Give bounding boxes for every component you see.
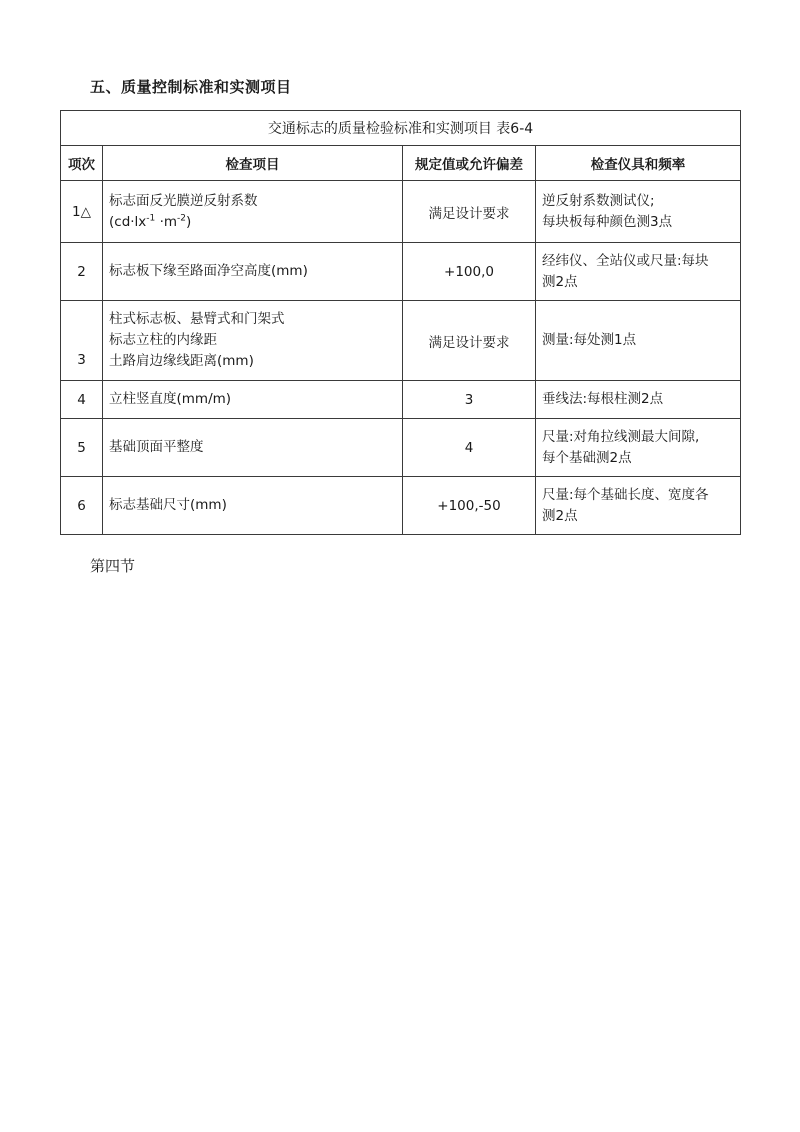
row-tool [536, 301, 741, 381]
item-line: 柱式标志板、悬臂式和门架式 [109, 311, 285, 327]
row-value: 满足设计要求 [403, 301, 536, 381]
row-index: 3 [61, 301, 103, 381]
tool-line: 每个基础测2点 [542, 449, 632, 466]
quality-standard-table [60, 110, 741, 535]
tool-line: 尺量:对角拉线测最大间隙, [542, 428, 700, 445]
row-value: 4 [403, 419, 536, 477]
section-title-next: 第四节 [90, 557, 136, 575]
table-row [61, 301, 741, 381]
row-tool [536, 243, 741, 301]
row-tool [536, 477, 741, 535]
row-value: 3 [403, 381, 536, 419]
item-line: 标志板下缘至路面净空高度(mm) [109, 263, 308, 279]
row-value: +100,-50 [403, 477, 536, 535]
row-tool [536, 181, 741, 243]
row-item [103, 301, 403, 381]
tool-line: 测2点 [542, 507, 578, 524]
row-item [103, 181, 403, 243]
row-item [103, 419, 403, 477]
table-caption-row [61, 111, 741, 146]
table-row [61, 419, 741, 477]
table-row [61, 477, 741, 535]
table-row [61, 243, 741, 301]
row-tool [536, 419, 741, 477]
item-unit-formula: $(cd\cdot lx^{-1} \cdot m^{-2})$ [109, 213, 192, 230]
header-value: 规定值或允许偏差 [403, 146, 536, 181]
tool-line: 尺量:每个基础长度、宽度各 [542, 486, 709, 503]
item-line: 基础顶面平整度 [109, 439, 204, 455]
header-item: 检查项目 [103, 146, 403, 181]
tool-line: 测量:每处测1点 [542, 332, 637, 348]
tool-line: 经纬仪、全站仪或尺量:每块 [542, 252, 709, 269]
row-item [103, 477, 403, 535]
table-header-row [61, 146, 741, 181]
row-index: 6 [61, 477, 103, 535]
row-index: 1△ [61, 181, 103, 243]
tool-line: 每块板每种颜色测3点 [542, 213, 673, 230]
header-tool: 检查仪具和频率 [536, 146, 741, 181]
row-index: 4 [61, 381, 103, 419]
item-line: 标志基础尺寸(mm) [109, 497, 227, 513]
header-index: 项次 [61, 146, 103, 181]
tool-line: 垂线法:每根柱测2点 [542, 391, 664, 407]
section-heading: 五、质量控制标准和实测项目 [90, 78, 292, 96]
table-caption: 交通标志的质量检验标准和实测项目 表6-4 [61, 111, 741, 146]
row-tool [536, 381, 741, 419]
item-line: 土路肩边缘线距离(mm) [109, 353, 254, 369]
row-item [103, 243, 403, 301]
row-value: +100,0 [403, 243, 536, 301]
item-line: 标志面反光膜逆反射系数 [109, 192, 258, 209]
table-row [61, 381, 741, 419]
row-index: 5 [61, 419, 103, 477]
item-line: 立柱竖直度(mm/m) [109, 391, 232, 407]
row-index: 2 [61, 243, 103, 301]
row-item [103, 381, 403, 419]
table-row [61, 181, 741, 243]
tool-line: 逆反射系数测试仪; [542, 192, 655, 209]
tool-line: 测2点 [542, 273, 578, 290]
item-line: 标志立柱的内缘距 [109, 332, 217, 348]
row-value: 满足设计要求 [403, 181, 536, 243]
